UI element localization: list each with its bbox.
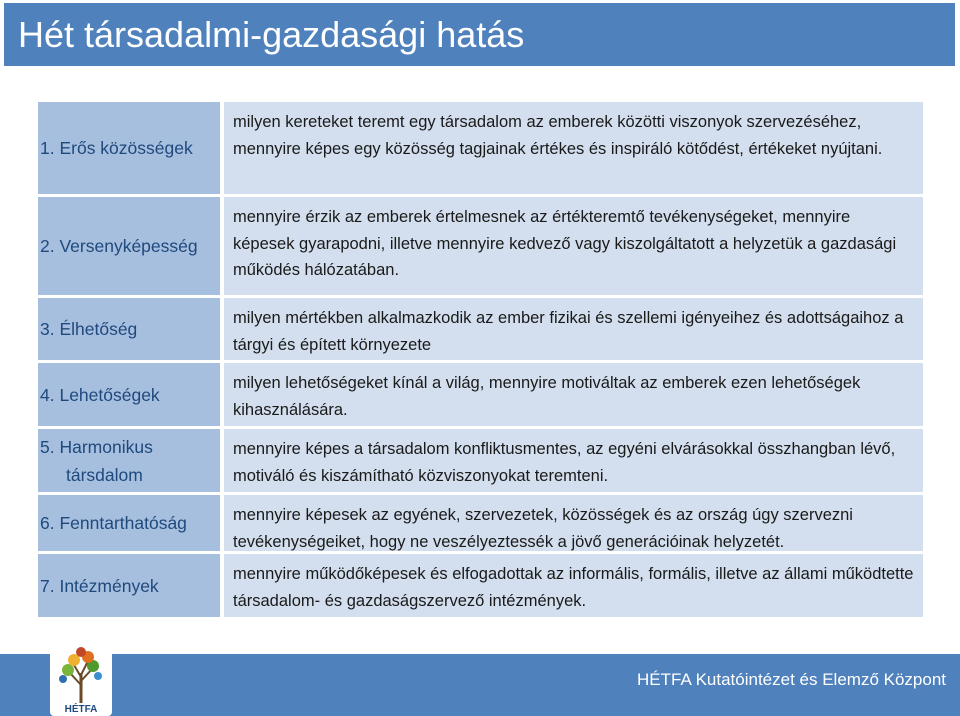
- logo-text: HÉTFA: [64, 704, 98, 715]
- row-description: milyen kereteket teremt egy társadalom az emberek közötti viszonyok szervezéséhez, mennyire képes egy közösség tagjainak értékes és inspiráló kötődést, értékeket nyújtani.: [224, 102, 923, 194]
- row-label-cell: [38, 298, 220, 360]
- row-label-cell: [38, 554, 220, 617]
- row-label: 4. Lehetőségek: [40, 384, 160, 405]
- row-description: mennyire képesek az egyének, szervezetek, közösségek és az ország úgy szervezni tevékenységeiket, hogy ne veszélyeztessék a jövő generációinak helyzetét.: [224, 495, 923, 551]
- table-row: [38, 197, 923, 295]
- slide-title: Hét társadalmi-gazdasági hatás: [18, 14, 525, 55]
- row-label-cell: [38, 197, 220, 295]
- footer-bar: [0, 654, 960, 716]
- row-label: 5. Harmonikus: [40, 436, 153, 457]
- table-row: [38, 429, 923, 492]
- title-bar: [4, 3, 955, 66]
- row-label: 1. Erős közösségek: [40, 138, 193, 158]
- row-description: milyen lehetőségeket kínál a világ, mennyire motiváltak az emberek ezen lehetőségek kihasználására.: [224, 363, 923, 426]
- row-label: 2. Versenyképesség: [40, 236, 198, 256]
- row-label: 6. Fenntarthatóság: [40, 513, 187, 533]
- row-description: mennyire képes a társadalom konfliktusmentes, az egyéni elvárásokkal összhangban lévő, motiváló és kiszámítható közviszonyokat teremteni.: [224, 429, 923, 492]
- row-label: 3. Élhetőség: [40, 319, 138, 339]
- row-label-cell: [38, 102, 220, 194]
- row-label-cell: [38, 495, 220, 551]
- row-description: mennyire érzik az emberek értelmesnek az értékteremtő tevékenységeket, mennyire képesek gyarapodni, illetve mennyire kedvező vagy kiszolgáltatott a helyzetük a gazdasági működés hálózatában.: [224, 197, 923, 295]
- table-row: [38, 102, 923, 194]
- row-description: milyen mértékben alkalmazkodik az ember fizikai és szellemi igényeihez és adottságaihoz a tárgyi és épített környezete: [224, 298, 923, 360]
- table-row: [38, 363, 923, 426]
- row-label-cell: [38, 363, 220, 426]
- hetfa-logo: [50, 643, 112, 716]
- row-label-cell: [38, 429, 220, 492]
- row-label: 7. Intézmények: [40, 575, 159, 596]
- table-row: [38, 554, 923, 617]
- footer-organization: HÉTFA Kutatóintézet és Elemző Központ: [637, 670, 946, 689]
- table-row: [38, 495, 923, 551]
- table-row: [38, 298, 923, 360]
- row-label-continuation: társdalom: [66, 464, 143, 485]
- row-description: mennyire működőképesek és elfogadottak az informális, formális, illetve az állami működtette társadalom- és gazdaságszervező intézmények.: [224, 554, 923, 617]
